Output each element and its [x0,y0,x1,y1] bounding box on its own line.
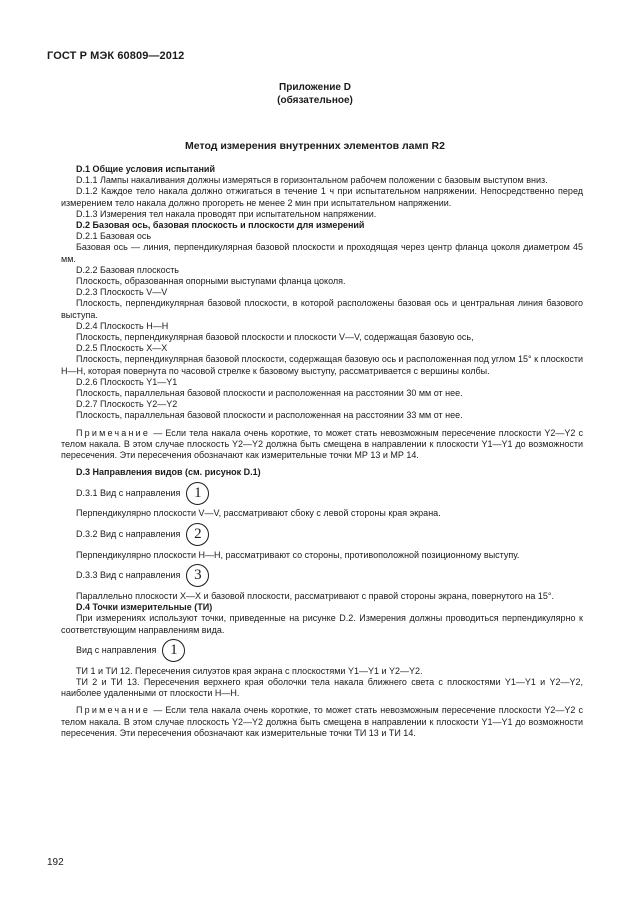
section-d1-heading: D.1 Общие условия испытаний [76,164,215,174]
clause-d22-text: Плоскость, образованная опорными выступами фланца цоколя. [76,276,346,287]
view-number-circle-2: 2 [186,523,209,546]
note-2-text: — Если тела накала очень короткие, то может стать невозможным пересечение плоскости Y2—Y2 с телом накала. В этом случае плоскость Y2—Y2 должна быть смещена в направлении к плоскости Y1—Y1 до возможности пересечения. Эти пересечения обозначают как измерительные точки ТИ 13 и ТИ 14. [61,705,583,738]
standard-header: ГОСТ Р МЭК 60809—2012 [47,50,185,62]
view-number-circle-1: 1 [186,482,209,505]
view-direction-d4 [76,636,583,666]
clause-d21-text: Базовая ось — линия, перпендикулярная базовой плоскости и проходящая через центр фланца цоколя диаметром 45 мм. [61,242,583,264]
note-2 [61,705,583,739]
section-d2-heading: D.2 Базовая ось, базовая плоскость и плоскости для измерений [76,220,365,231]
clause-d4-text: При измерениях используют точки, приведенные на рисунке D.2. Измерения должны проводиться перпендикулярно к соответствующим направлениям вида. [61,613,583,635]
note-2-label: Примечание [76,705,151,716]
view-d4-label: Вид с направления [76,645,157,656]
clause-d27-text: Плоскость, параллельная базовой плоскости и расположенная на расстоянии 33 мм от нее. [76,410,463,421]
note-1 [61,428,583,462]
clause-d21-title: D.2.1 Базовая ось [76,231,152,242]
view-direction-d32 [76,520,583,550]
clause-d22-title: D.2.2 Базовая плоскость [76,264,179,275]
clause-d32-text: Перпендикулярно плоскости Н—Н, рассматривают со стороны, противоположной позиционному выступу. [76,549,520,560]
view-d32-label: D.3.2 Вид с направления [76,529,181,540]
clause-d24-text: Плоскость, перпендикулярная базовой плоскости и плоскости V—V, содержащая базовую ось, [76,332,474,343]
appendix-subtitle: (обязательное) [277,95,353,106]
appendix-title: Приложение D [279,82,351,93]
clause-d24-title: D.2.4 Плоскость Н—Н [76,320,169,331]
clause-d25-text: Плоскость, перпендикулярная базовой плоскости, содержащая базовую ось и расположенная под углом 15° к плоскости Н—Н, которая повернута по часовой стрелке к базовому выступу, рассматривается с вершины колбы. [61,354,583,376]
section-d4-heading: D.4 Точки измерительные (ТИ) [76,602,213,613]
clause-d26-title: D.2.6 Плоскость Y1—Y1 [76,376,178,387]
section-d3-heading: D.3 Направления видов (см. рисунок D.1) [76,467,261,478]
view-direction-d33 [76,561,583,591]
clause-d26-text: Плоскость, параллельная базовой плоскости и расположенная на расстоянии 30 мм от нее. [76,388,463,399]
view-number-circle-3: 3 [186,564,209,587]
page-number: 192 [47,857,64,868]
clause-d27-title: D.2.7 Плоскость Y2—Y2 [76,399,178,410]
ti-1-12: ТИ 1 и ТИ 12. Пересечения силуэтов края экрана с плоскостями Y1—Y1 и Y2—Y2. [76,665,423,676]
document-body [61,164,583,739]
clause-d12: D.1.2 Каждое тело накала должно отжигаться в течение 1 ч при испытательном напряжении. Непосредственно перед измерением тело накала должно прогореть не менее 2 мин при испытательном напряжении. [61,186,583,208]
view-direction-d31 [76,478,583,508]
clause-d25-title: D.2.5 Плоскость Х—Х [76,343,168,354]
main-title: Метод измерения внутренних элементов ламп R2 [185,140,445,152]
clause-d11: D.1.1 Лампы накаливания должны измеряться в горизонтальном рабочем положении с базовым выступом вниз. [76,175,548,186]
clause-d13: D.1.3 Измерения тел накала проводят при испытательном напряжении. [76,208,377,219]
clause-d23-text: Плоскость, перпендикулярная базовой плоскости, в которой расположены базовая ось и центральная линия базового выступа. [61,298,583,320]
view-d33-label: D.3.3 Вид с направления [76,570,181,581]
note-1-text: — Если тела накала очень короткие, то может стать невозможным пересечение плоскости Y2—Y2 с телом накала. В этом случае плоскость Y2—Y2 должна быть смещена в направлении к плоскости Y1—Y1 до возможности пересечения. Эти пересечения обозначают как измерительные точки МР 13 и МР 14. [61,427,583,461]
clause-d31-text: Перпендикулярно плоскости V—V, рассматривают сбоку с левой стороны края экрана. [76,508,441,519]
clause-d33-text: Параллельно плоскости Х—Х и базовой плоскости, рассматривают с правой стороны экрана, повернутого на 15°. [76,590,554,601]
ti-2-13: ТИ 2 и ТИ 13. Пересечения верхнего края оболочки тела накала ближнего света с плоскостями Y1—Y1 и Y2—Y2, наиболее удаленными от плоскости Н—Н. [61,676,583,699]
view-number-circle-d4: 1 [162,639,185,662]
clause-d23-title: D.2.3 Плоскость V—V [76,287,168,298]
note-1-label: Примечание [76,427,151,438]
view-d31-label: D.3.1 Вид с направления [76,487,181,498]
